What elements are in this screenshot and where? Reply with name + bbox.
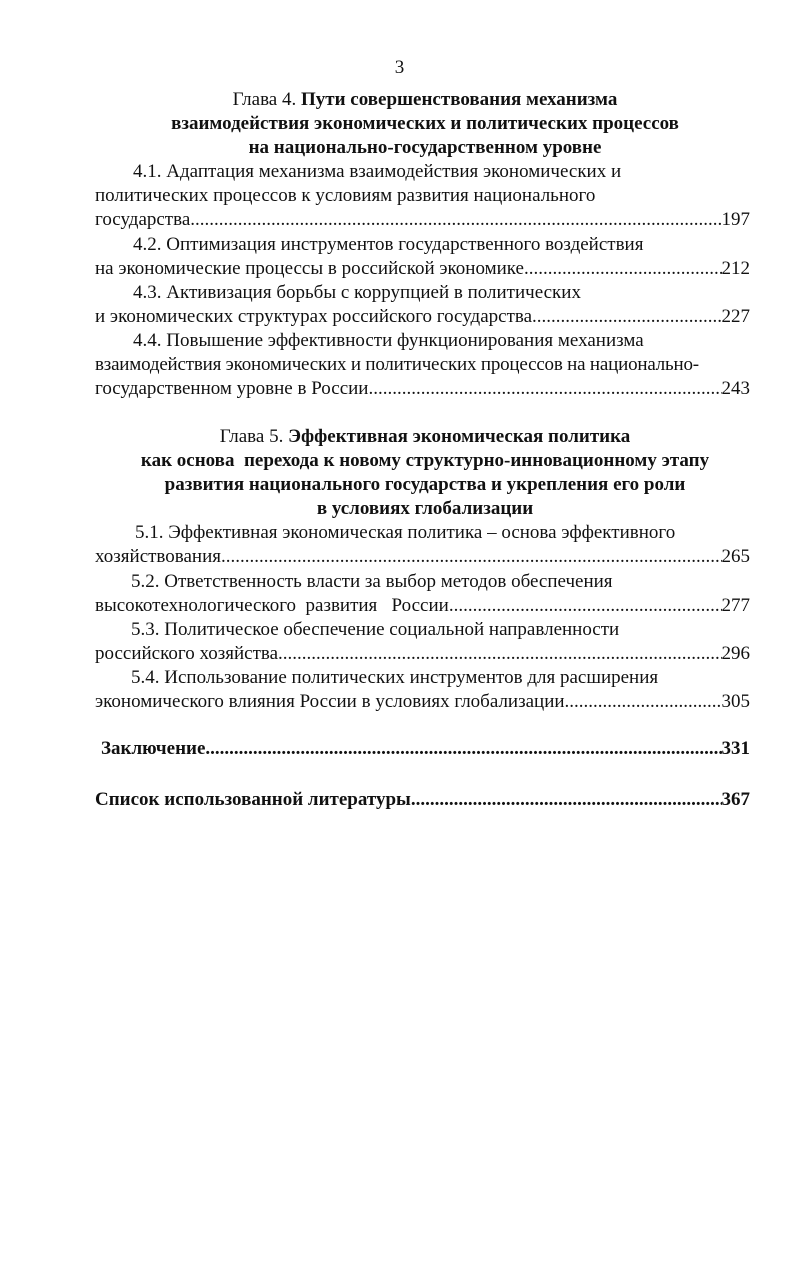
page-number: 3 — [394, 57, 405, 78]
conclusion-page: 331 — [721, 738, 750, 759]
toc-5-4-page: 305 — [721, 691, 750, 712]
toc-4-3-line1: 4.3. Активизация борьбы с коррупцией в политических — [133, 282, 581, 303]
dot-leader — [221, 545, 722, 569]
toc-entry-5-2[interactable] — [95, 594, 750, 618]
dot-leader — [205, 737, 721, 761]
dot-leader — [449, 594, 722, 618]
chapter4-title-line3: на национально-государственном уровне — [248, 137, 602, 158]
toc-5-1-line1: 5.1. Эффективная экономическая политика – основа эффективного — [135, 522, 676, 543]
chapter4-title-line1: Пути совершенствования механизма — [300, 89, 618, 110]
chapter4-heading — [70, 88, 780, 112]
conclusion-label: Заключение — [101, 738, 206, 759]
toc-5-4-line1: 5.4. Использование политических инструментов для расширения — [131, 667, 659, 688]
dot-leader — [278, 642, 721, 666]
toc-entry-4-1[interactable] — [95, 208, 750, 232]
dot-leader — [532, 305, 721, 329]
toc-5-2-last: высокотехнологического развития России — [95, 595, 449, 616]
toc-entry-5-1[interactable] — [95, 545, 750, 569]
toc-4-1-last: государства — [95, 209, 191, 230]
toc-5-3-line1: 5.3. Политическое обеспечение социальной направленности — [131, 619, 620, 640]
toc-4-3-page: 227 — [721, 306, 750, 327]
toc-entry-bibliography[interactable] — [95, 788, 750, 812]
toc-5-1-page: 265 — [721, 546, 750, 567]
toc-entry-conclusion[interactable] — [101, 737, 750, 761]
toc-entry-4-4[interactable] — [95, 377, 750, 401]
toc-4-4-last: государственном уровне в России — [95, 378, 369, 399]
dot-leader — [524, 257, 722, 281]
toc-5-3-last: российского хозяйства — [95, 643, 279, 664]
chapter5-title-line1: Эффективная экономическая политика — [288, 426, 631, 447]
toc-4-1-line1: 4.1. Адаптация механизма взаимодействия экономических и — [133, 161, 622, 182]
chapter5-prefix: Глава 5. — [219, 426, 284, 447]
toc-5-1-last: хозяйствования — [95, 546, 221, 567]
bibliography-label: Список использованной литературы — [95, 789, 411, 810]
toc-entry-4-3[interactable] — [95, 305, 750, 329]
chapter5-heading — [70, 425, 780, 449]
toc-4-2-last: на экономические процессы в российской экономике — [95, 258, 524, 279]
dot-leader — [411, 788, 722, 812]
toc-4-1-line2: политических процессов к условиям развития национального — [95, 185, 596, 206]
chapter5-title-line3: развития национального государства и укрепления его роли — [164, 474, 686, 495]
bibliography-page: 367 — [721, 789, 750, 810]
toc-5-2-page: 277 — [721, 595, 750, 616]
toc-4-4-line1: 4.4. Повышение эффективности функционирования механизма — [133, 330, 644, 351]
toc-entry-4-2[interactable] — [95, 257, 750, 281]
chapter5-title-line2: как основа перехода к новому структурно-инновационному этапу — [140, 450, 710, 471]
toc-5-2-line1: 5.2. Ответственность власти за выбор методов обеспечения — [131, 571, 613, 592]
toc-4-2-line1: 4.2. Оптимизация инструментов государственного воздействия — [133, 234, 644, 255]
toc-4-1-page: 197 — [721, 209, 750, 230]
toc-4-4-page: 243 — [721, 378, 750, 399]
toc-4-2-page: 212 — [721, 258, 750, 279]
dot-leader — [190, 208, 721, 232]
toc-4-3-last: и экономических структурах российского государства — [95, 306, 533, 327]
toc-5-4-last: экономического влияния России в условиях глобализации — [95, 691, 565, 712]
chapter5-title-line4: в условиях глобализации — [316, 498, 534, 519]
chapter4-title-line2: взаимодействия экономических и политических процессов — [171, 113, 679, 134]
toc-entry-5-3[interactable] — [95, 642, 750, 666]
toc-5-3-page: 296 — [721, 643, 750, 664]
dot-leader — [565, 690, 722, 714]
dot-leader — [368, 377, 721, 401]
chapter4-prefix: Глава 4. — [232, 89, 297, 110]
toc-entry-5-4[interactable] — [95, 690, 750, 714]
toc-4-4-line2: взаимодействия экономических и политических процессов на национально- — [95, 354, 699, 375]
